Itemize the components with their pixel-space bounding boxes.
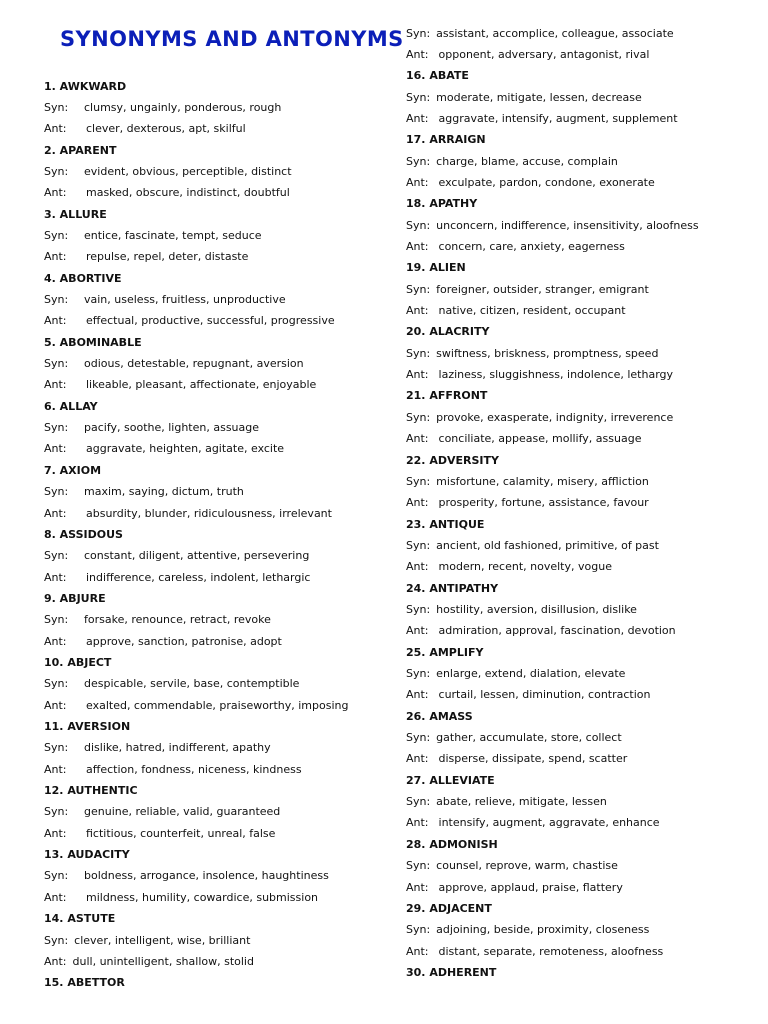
ant-label: Ant: — [44, 314, 67, 328]
entry-word: ALLURE — [59, 207, 107, 221]
syn-label: Syn: — [44, 741, 69, 755]
antonym-row — [44, 759, 302, 780]
synonym-list: clumsy, ungainly, ponderous, rough — [84, 100, 282, 114]
entry-heading — [406, 321, 489, 342]
entry-heading — [44, 332, 142, 353]
ant-label: Ant: — [406, 111, 429, 125]
antonym-list: concern, care, anxiety, eagerness — [438, 240, 625, 253]
entry-word: ADMONISH — [429, 837, 498, 851]
syn-label: Syn: — [406, 923, 431, 937]
antonym-list: conciliate, appease, mollify, assuage — [438, 432, 642, 446]
ant-label: Ant: — [406, 752, 429, 766]
entry-word: ANTIPATHY — [429, 581, 499, 595]
entry-number: 24. — [406, 581, 430, 595]
synonym-row — [406, 87, 642, 108]
entry-word: ARRAIGN — [429, 133, 486, 147]
antonym-row — [406, 364, 673, 385]
entry-number: 7. — [44, 463, 60, 477]
entry-heading — [44, 140, 116, 161]
synonym-row — [44, 801, 280, 822]
entry-heading — [406, 450, 499, 471]
synonym-list: charge, blame, accuse, complain — [436, 154, 618, 168]
entry-number: 21. — [406, 389, 430, 403]
entry-number: 18. — [406, 197, 430, 211]
synonym-list: odious, detestable, repugnant, aversion — [84, 357, 304, 371]
syn-label: Syn: — [406, 602, 431, 616]
synonym-row — [44, 545, 309, 566]
antonym-row — [406, 748, 627, 769]
antonym-list: native, citizen, resident, occupant — [438, 304, 626, 318]
synonym-row — [44, 97, 281, 118]
synonym-row — [406, 727, 622, 748]
synonym-list: misfortune, calamity, misery, affliction — [436, 474, 649, 488]
entry-number: 25. — [406, 645, 430, 659]
entry-heading — [44, 844, 130, 865]
entry-heading — [406, 129, 486, 150]
synonym-list: hostility, aversion, disillusion, dislike — [436, 602, 637, 616]
syn-label: Syn: — [406, 667, 431, 680]
antonym-list: approve, applaud, praise, flattery — [438, 880, 623, 894]
entry-number: 8. — [44, 527, 60, 541]
synonym-list: adjoining, beside, proximity, closeness — [436, 923, 650, 937]
entry-word: APARENT — [59, 143, 117, 157]
syn-label: Syn: — [44, 677, 69, 691]
entry-word: ALLEVIATE — [429, 773, 495, 787]
antonym-row — [44, 695, 348, 716]
synonym-row — [44, 289, 286, 310]
entry-number: 27. — [406, 773, 430, 787]
entry-heading — [406, 193, 477, 214]
antonym-row — [44, 182, 290, 203]
syn-label: Syn: — [406, 346, 431, 360]
syn-label: Syn: — [44, 421, 69, 435]
synonym-list: clever, intelligent, wise, brilliant — [74, 933, 251, 947]
antonym-list: dull, unintelligent, shallow, stolid — [72, 954, 254, 968]
synonym-list: maxim, saying, dictum, truth — [84, 485, 244, 499]
syn-label: Syn: — [44, 293, 69, 306]
entry-heading — [44, 972, 125, 993]
synonym-list: swiftness, briskness, promptness, speed — [436, 346, 659, 360]
antonym-list: prosperity, fortune, assistance, favour — [438, 496, 649, 510]
entry-heading — [44, 652, 111, 673]
antonym-list: exalted, commendable, praiseworthy, imposing — [86, 698, 349, 712]
synonym-list: constant, diligent, attentive, persevering — [84, 549, 310, 563]
entry-heading — [406, 706, 473, 727]
entry-number: 28. — [406, 837, 430, 851]
entry-word: ABETTOR — [67, 976, 125, 990]
ant-label: Ant: — [44, 506, 67, 520]
ant-label: Ant: — [44, 954, 67, 968]
antonym-list: laziness, sluggishness, indolence, lethargy — [438, 368, 674, 382]
ant-label: Ant: — [44, 698, 67, 712]
entry-word: ABATE — [429, 69, 469, 83]
synonym-list: entice, fascinate, tempt, seduce — [84, 228, 262, 242]
entry-heading — [406, 834, 498, 855]
synonym-list: forsake, renounce, retract, revoke — [84, 613, 271, 627]
syn-label: Syn: — [44, 357, 69, 371]
entry-word: AUTHENTIC — [67, 784, 138, 798]
entry-word: ADHERENT — [429, 965, 497, 979]
antonym-row — [44, 374, 316, 395]
syn-label: Syn: — [44, 805, 69, 819]
entry-heading — [44, 396, 98, 417]
antonym-row — [44, 310, 335, 331]
antonym-list: intensify, augment, aggravate, enhance — [438, 816, 660, 830]
synonym-row — [44, 930, 250, 951]
syn-label: Syn: — [44, 100, 69, 114]
antonym-list: absurdity, blunder, ridiculousness, irrelevant — [86, 506, 332, 520]
synonym-row — [406, 791, 607, 812]
antonym-row — [44, 823, 275, 844]
ant-label: Ant: — [406, 880, 429, 894]
synonym-list: abate, relieve, mitigate, lessen — [436, 795, 607, 809]
antonym-row — [406, 812, 660, 833]
syn-label: Syn: — [406, 26, 431, 40]
entry-heading — [406, 642, 483, 663]
entry-word: AVERSION — [67, 720, 131, 733]
entry-number: 29. — [406, 901, 430, 915]
antonym-list: likeable, pleasant, affectionate, enjoyable — [86, 378, 317, 392]
entry-number: 23. — [406, 517, 430, 531]
syn-label: Syn: — [44, 164, 69, 178]
ant-label: Ant: — [44, 634, 67, 648]
synonym-row — [406, 535, 659, 556]
entry-word: ALIEN — [429, 261, 466, 275]
synonym-row — [406, 407, 673, 428]
entry-heading — [406, 65, 469, 86]
syn-label: Syn: — [406, 282, 431, 296]
antonym-list: repulse, repel, deter, distaste — [86, 250, 249, 264]
entry-number: 11. — [44, 720, 68, 733]
ant-label: Ant: — [44, 762, 67, 776]
entry-number: 16. — [406, 69, 430, 83]
ant-label: Ant: — [406, 240, 429, 253]
entry-number: 5. — [44, 335, 60, 349]
antonym-row — [44, 631, 282, 652]
entry-heading — [406, 898, 492, 919]
synonym-list: despicable, servile, base, contemptible — [84, 677, 300, 691]
antonym-row — [406, 300, 626, 321]
ant-label: Ant: — [406, 432, 429, 446]
synonym-list: genuine, reliable, valid, guaranteed — [84, 805, 281, 819]
antonym-list: fictitious, counterfeit, unreal, false — [86, 826, 276, 840]
antonym-list: effectual, productive, successful, progressive — [86, 314, 335, 328]
antonym-row — [44, 246, 248, 267]
entry-number: 6. — [44, 399, 60, 413]
ant-label: Ant: — [406, 175, 429, 189]
entry-word: AFFRONT — [429, 389, 488, 403]
antonym-list: disperse, dissipate, spend, scatter — [438, 752, 628, 766]
synonym-list: vain, useless, fruitless, unproductive — [84, 293, 286, 306]
synonym-list: pacify, soothe, lighten, assuage — [84, 421, 260, 435]
syn-label: Syn: — [406, 154, 431, 168]
entry-heading — [406, 962, 496, 983]
antonym-row — [44, 503, 332, 524]
synonym-row — [406, 343, 658, 364]
syn-label: Syn: — [44, 613, 69, 627]
synonym-list: ancient, old fashioned, primitive, of past — [436, 538, 659, 552]
synonym-list: unconcern, indifference, insensitivity, aloofness — [436, 218, 699, 232]
synonym-row — [406, 151, 618, 172]
entry-number: 22. — [406, 453, 430, 467]
antonym-row — [44, 118, 246, 139]
ant-label: Ant: — [44, 186, 67, 200]
entry-word: ABOMINABLE — [59, 335, 142, 349]
synonym-row — [44, 417, 259, 438]
entry-heading — [44, 716, 130, 737]
ant-label: Ant: — [406, 560, 429, 574]
ant-label: Ant: — [44, 378, 67, 392]
synonym-list: enlarge, extend, dialation, elevate — [436, 667, 626, 680]
antonym-row — [44, 887, 318, 908]
entry-word: ANTIQUE — [429, 517, 485, 531]
antonym-row — [406, 492, 649, 513]
antonym-list: opponent, adversary, antagonist, rival — [438, 47, 650, 61]
syn-label: Syn: — [44, 228, 69, 242]
entry-number: 30. — [406, 965, 430, 979]
syn-label: Syn: — [406, 90, 431, 104]
antonym-list: aggravate, intensify, augment, supplement — [438, 111, 678, 125]
ant-label: Ant: — [44, 826, 67, 840]
entry-word: AMASS — [429, 709, 473, 723]
antonym-row — [44, 951, 254, 972]
synonym-row — [406, 855, 618, 876]
entry-number: 2. — [44, 143, 60, 157]
syn-label: Syn: — [44, 485, 69, 499]
synonym-list: gather, accumulate, store, collect — [436, 731, 622, 745]
antonym-list: mildness, humility, cowardice, submission — [86, 890, 319, 904]
antonym-list: clever, dexterous, apt, skilful — [86, 122, 246, 136]
entry-word: ADJACENT — [429, 901, 492, 915]
synonym-row — [44, 353, 304, 374]
ant-label: Ant: — [44, 570, 67, 584]
entry-heading — [44, 908, 115, 929]
synonym-row — [44, 737, 271, 758]
entry-number: 12. — [44, 784, 68, 798]
antonym-list: modern, recent, novelty, vogue — [438, 560, 612, 574]
synonym-row — [44, 481, 244, 502]
ant-label: Ant: — [406, 944, 429, 958]
antonym-row — [44, 438, 284, 459]
entry-number: 13. — [44, 848, 68, 862]
synonym-row — [44, 161, 292, 182]
entry-heading — [406, 770, 495, 791]
synonym-list: assistant, accomplice, colleague, associate — [436, 26, 674, 40]
syn-label: Syn: — [44, 869, 69, 883]
entry-number: 26. — [406, 709, 430, 723]
entry-word: ABJECT — [67, 655, 112, 669]
antonym-list: affection, fondness, niceness, kindness — [86, 762, 302, 776]
entry-number: 17. — [406, 133, 430, 147]
antonym-row — [406, 556, 612, 577]
synonym-row — [44, 225, 262, 246]
entry-word: APATHY — [429, 197, 478, 211]
synonym-row — [406, 471, 649, 492]
antonym-list: curtail, lessen, diminution, contraction — [438, 688, 651, 702]
antonym-row — [406, 108, 678, 129]
ant-label: Ant: — [44, 250, 67, 264]
syn-label: Syn: — [44, 549, 69, 563]
antonym-row — [406, 172, 655, 193]
synonym-list: dislike, hatred, indifferent, apathy — [84, 741, 271, 755]
syn-label: Syn: — [406, 538, 431, 552]
synonym-list: counsel, reprove, warm, chastise — [436, 859, 618, 873]
entry-number: 4. — [44, 271, 60, 285]
entry-heading — [44, 76, 126, 97]
synonym-list: moderate, mitigate, lessen, decrease — [436, 90, 642, 104]
entry-word: ADVERSITY — [429, 453, 499, 467]
ant-label: Ant: — [406, 688, 429, 702]
ant-label: Ant: — [406, 496, 429, 510]
synonym-row — [406, 919, 649, 940]
synonym-list: foreigner, outsider, stranger, emigrant — [436, 282, 649, 296]
entry-heading — [406, 385, 487, 406]
synonym-row — [406, 23, 674, 44]
synonym-row — [406, 215, 699, 236]
syn-label: Syn: — [44, 933, 69, 947]
antonym-row — [406, 684, 651, 705]
entry-heading — [44, 780, 138, 801]
entry-number: 3. — [44, 207, 60, 221]
entry-word: ABORTIVE — [59, 271, 122, 285]
entry-word: AXIOM — [59, 463, 102, 477]
entry-number: 14. — [44, 912, 68, 926]
syn-label: Syn: — [406, 795, 431, 809]
entry-word: AMPLIFY — [429, 645, 484, 659]
synonym-row — [406, 599, 637, 620]
antonym-list: exculpate, pardon, condone, exonerate — [438, 175, 655, 189]
entry-number: 9. — [44, 591, 60, 605]
antonym-row — [406, 941, 663, 962]
entry-heading — [406, 514, 484, 535]
ant-label: Ant: — [44, 122, 67, 136]
entry-number: 20. — [406, 325, 430, 339]
syn-label: Syn: — [406, 410, 431, 424]
entry-number: 10. — [44, 655, 68, 669]
antonym-list: admiration, approval, fascination, devotion — [438, 624, 676, 638]
syn-label: Syn: — [406, 474, 431, 488]
entry-heading — [44, 588, 106, 609]
antonym-row — [44, 567, 310, 588]
ant-label: Ant: — [406, 368, 429, 382]
page-title: SYNONYMS AND ANTONYMS — [60, 27, 404, 51]
antonym-row — [406, 620, 676, 641]
synonym-list: provoke, exasperate, indignity, irreverence — [436, 410, 674, 424]
ant-label: Ant: — [44, 890, 67, 904]
syn-label: Syn: — [406, 859, 431, 873]
entry-word: ALACRITY — [429, 325, 490, 339]
ant-label: Ant: — [44, 442, 67, 456]
antonym-list: distant, separate, remoteness, aloofness — [438, 944, 664, 958]
ant-label: Ant: — [406, 304, 429, 318]
synonym-row — [44, 865, 329, 886]
entry-heading — [406, 257, 466, 278]
entry-word: AWKWARD — [59, 79, 127, 93]
antonym-row — [406, 236, 625, 257]
ant-label: Ant: — [406, 624, 429, 638]
ant-label: Ant: — [406, 47, 429, 61]
entry-heading — [44, 524, 123, 545]
entry-word: ABJURE — [59, 591, 106, 605]
syn-label: Syn: — [406, 731, 431, 745]
entry-word: AUDACITY — [67, 848, 130, 862]
entry-heading — [44, 268, 122, 289]
entry-heading — [44, 460, 101, 481]
entry-word: ASTUTE — [67, 912, 116, 926]
entry-heading — [406, 578, 498, 599]
synonym-row — [44, 673, 299, 694]
syn-label: Syn: — [406, 218, 431, 232]
synonym-list: boldness, arrogance, insolence, haughtiness — [84, 869, 329, 883]
antonym-row — [406, 428, 641, 449]
synonym-row — [44, 609, 271, 630]
antonym-row — [406, 44, 649, 65]
entry-heading — [44, 204, 107, 225]
antonym-list: indifference, careless, indolent, lethargic — [86, 570, 311, 584]
antonym-list: masked, obscure, indistinct, doubtful — [86, 186, 290, 200]
entry-number: 1. — [44, 79, 60, 93]
antonym-list: aggravate, heighten, agitate, excite — [86, 442, 285, 456]
synonym-row — [406, 279, 649, 300]
entry-word: ASSIDOUS — [59, 527, 123, 541]
synonym-row — [406, 663, 625, 684]
entry-number: 15. — [44, 976, 68, 990]
synonym-list: evident, obvious, perceptible, distinct — [84, 164, 292, 178]
entry-number: 19. — [406, 261, 430, 275]
ant-label: Ant: — [406, 816, 429, 830]
antonym-list: approve, sanction, patronise, adopt — [86, 634, 282, 648]
antonym-row — [406, 877, 623, 898]
entry-word: ALLAY — [59, 399, 98, 413]
